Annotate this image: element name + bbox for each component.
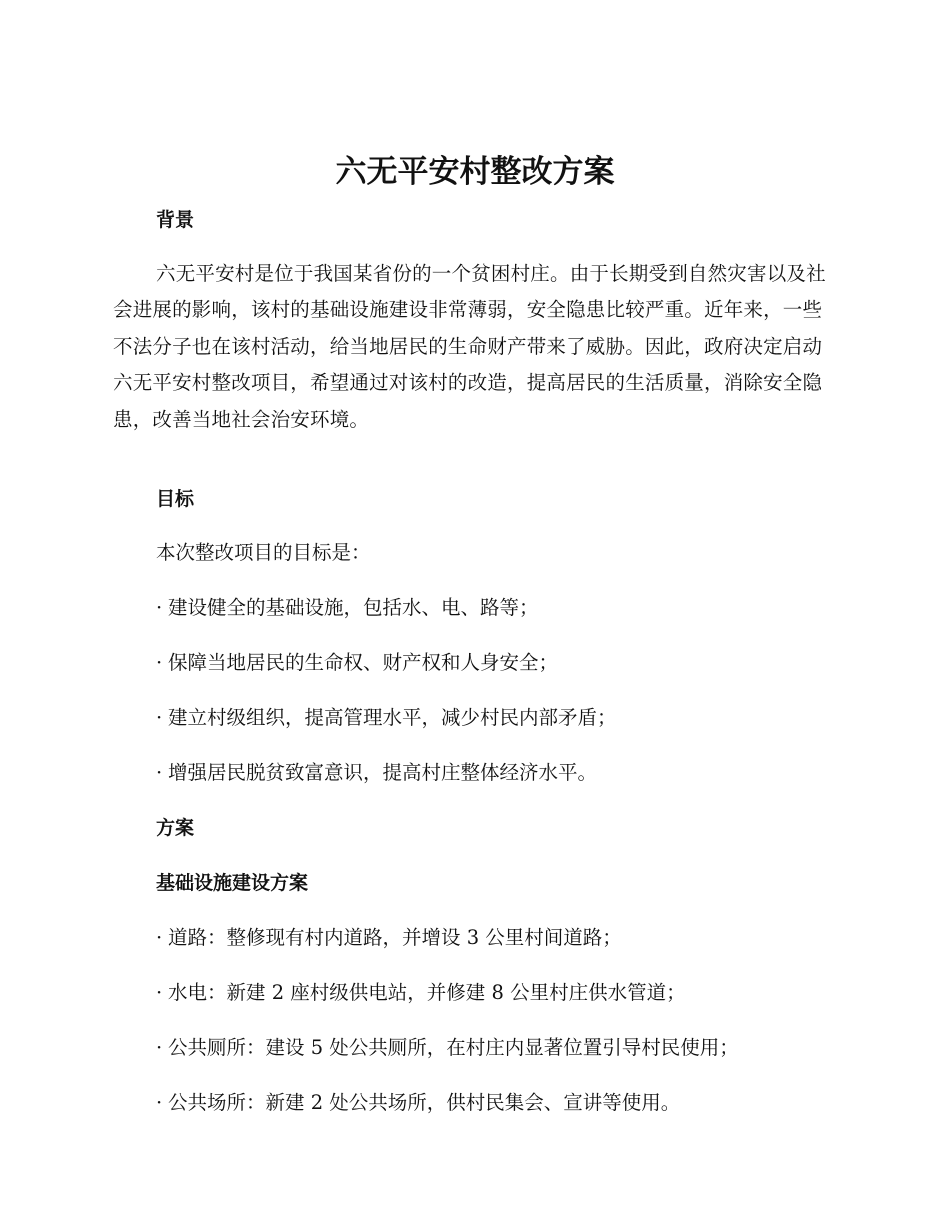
goal-item-text: 建立村级组织，提高管理水平，减少村民内部矛盾； — [168, 706, 617, 729]
goal-item-text: 增强居民脱贫致富意识，提高村庄整体经济水平。 — [168, 761, 598, 784]
document-title: 六无平安村整改方案 — [335, 154, 615, 190]
list-item — [156, 1090, 680, 1116]
list-item — [156, 650, 558, 676]
bullet-icon: · — [156, 1036, 163, 1059]
bullet-icon: · — [156, 761, 163, 784]
list-item — [156, 925, 622, 951]
bullet-icon: · — [156, 596, 163, 619]
list-item — [156, 980, 686, 1006]
list-item — [156, 705, 617, 731]
subsection-heading-infrastructure: 基础设施建设方案 — [156, 872, 309, 894]
list-item — [156, 760, 597, 786]
section-heading-background: 背景 — [156, 209, 195, 231]
bullet-icon: · — [156, 651, 163, 674]
plan-item-text: 公共场所：新建 2 处公共场所，供村民集会、宣讲等使用。 — [168, 1091, 681, 1114]
bullet-icon: · — [156, 926, 163, 949]
list-item — [156, 595, 539, 621]
bullet-icon: · — [156, 706, 163, 729]
goal-item-text: 保障当地居民的生命权、财产权和人身安全； — [168, 651, 559, 674]
plan-item-text: 水电：新建 2 座村级供电站，并修建 8 公里村庄供水管道； — [168, 981, 686, 1004]
goal-item-text: 建设健全的基础设施，包括水、电、路等； — [168, 596, 539, 619]
plan-item-text: 道路：整修现有村内道路，并增设 3 公里村间道路； — [168, 926, 622, 949]
section-heading-plan: 方案 — [156, 817, 195, 839]
bullet-icon: · — [156, 981, 163, 1004]
goals-intro: 本次整改项目的目标是： — [156, 541, 371, 564]
plan-item-text: 公共厕所：建设 5 处公共厕所，在村庄内显著位置引导村民使用； — [168, 1036, 739, 1059]
list-item — [156, 1035, 739, 1061]
section-heading-goals: 目标 — [156, 488, 195, 510]
background-paragraph: 六无平安村是位于我国某省份的一个贫困村庄。由于长期受到自然灾害以及社会进展的影响，该村的基础设施建设非常薄弱，安全隐患比较严重。近年来，一些不法分子也在该村活动，给当地居民的生命财产带来了威胁。因此，政府决定启动六无平安村整改项目，希望通过对该村的改造，提高居民的生活质量，消除安全隐患，改善当地社会治安环境。 — [113, 262, 826, 431]
bullet-icon: · — [156, 1091, 163, 1114]
